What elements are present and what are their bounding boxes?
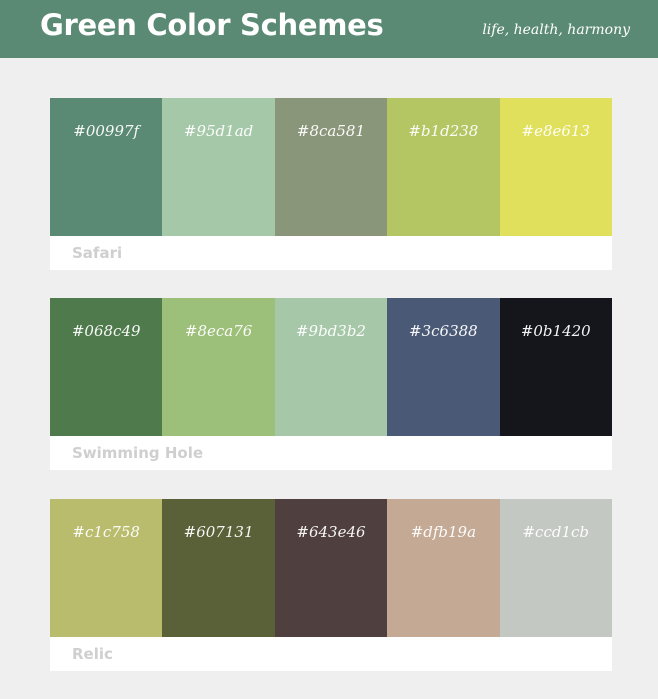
color-swatch[interactable] xyxy=(50,499,162,637)
color-swatch[interactable] xyxy=(387,298,499,436)
swatch-row xyxy=(50,499,612,637)
color-swatch[interactable] xyxy=(500,499,612,637)
color-code: #607131 xyxy=(183,523,254,541)
color-code: #068c49 xyxy=(71,322,141,340)
color-swatch[interactable] xyxy=(162,98,274,236)
color-code: #e8e613 xyxy=(521,122,590,140)
color-code: #c1c758 xyxy=(72,523,140,541)
color-swatch[interactable] xyxy=(50,298,162,436)
color-code: #643e46 xyxy=(296,523,366,541)
color-code: #00997f xyxy=(73,122,140,140)
page-header xyxy=(0,0,658,58)
color-code: #dfb19a xyxy=(410,523,477,541)
color-code: #3c6388 xyxy=(409,322,478,340)
color-code: #ccd1cb xyxy=(522,523,590,541)
color-swatch[interactable] xyxy=(50,98,162,236)
color-swatch[interactable] xyxy=(387,499,499,637)
swatch-row xyxy=(50,298,612,436)
scheme-card-safari xyxy=(50,98,612,270)
scheme-name: Safari xyxy=(72,244,123,262)
color-code: #8ca581 xyxy=(296,122,366,140)
color-swatch[interactable] xyxy=(275,298,387,436)
color-code: #9bd3b2 xyxy=(295,322,366,340)
page-tagline: life, health, harmony xyxy=(482,22,630,38)
scheme-card-swimming-hole xyxy=(50,298,612,470)
color-code: #b1d238 xyxy=(408,122,479,140)
color-swatch[interactable] xyxy=(500,98,612,236)
color-swatch[interactable] xyxy=(275,98,387,236)
color-code: #0b1420 xyxy=(520,322,591,340)
page-title: Green Color Schemes xyxy=(40,8,384,42)
scheme-card-relic xyxy=(50,499,612,671)
color-swatch[interactable] xyxy=(387,98,499,236)
scheme-name: Relic xyxy=(72,645,113,663)
color-swatch[interactable] xyxy=(500,298,612,436)
swatch-row xyxy=(50,98,612,236)
color-swatch[interactable] xyxy=(275,499,387,637)
color-code: #8eca76 xyxy=(184,322,253,340)
color-swatch[interactable] xyxy=(162,298,274,436)
scheme-name: Swimming Hole xyxy=(72,444,204,462)
color-swatch[interactable] xyxy=(162,499,274,637)
color-code: #95d1ad xyxy=(183,122,254,140)
